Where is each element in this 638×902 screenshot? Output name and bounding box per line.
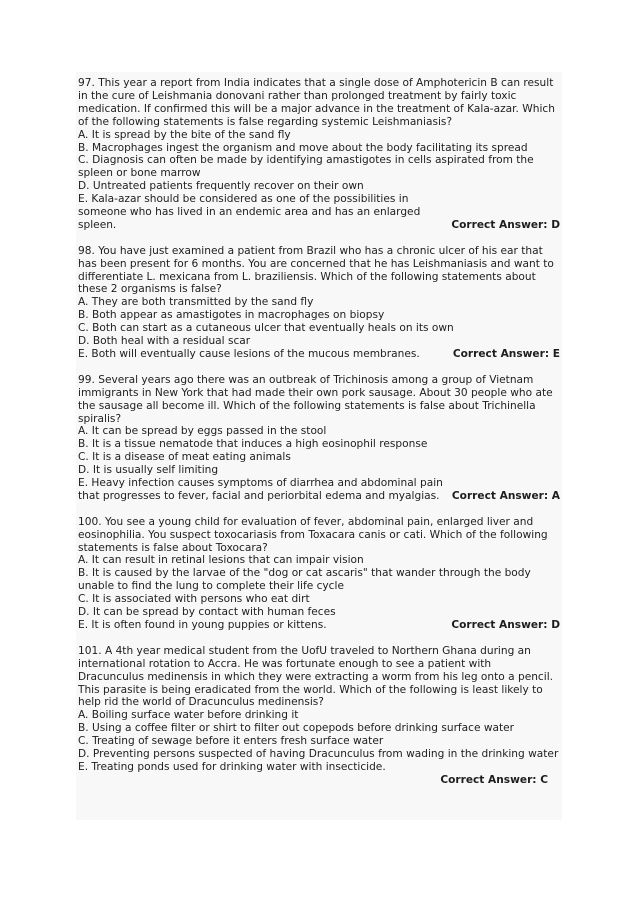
question-list [78,77,560,800]
option-e-row [78,193,560,232]
option-b: B. It is a tissue nematode that induces a high eosinophil response [78,438,428,451]
option-c: C. Both can start as a cutaneous ulcer that eventually heals on its own [78,322,454,335]
option-e: E. Treating ponds used for drinking water with insecticide. [78,760,386,773]
option-d: D. Both heal with a residual scar [78,335,251,348]
question-stem: 97. This year a report from India indicates that a single dose of Amphotericin B can result in the cure of Leishmania donovani rather than prolonged treatment by fairly toxic medication. If confirmed this will be a major advance in the treatment of Kala-azar. Which of the following statements is false regarding systemic Leishmaniasis? [78,77,555,128]
option-b: B. Macrophages ingest the organism and move about the body facilitating its spread [78,141,528,154]
option-e-row [78,619,560,632]
correct-answer: Correct Answer: A [451,489,560,502]
option-d: D. It can be spread by contact with human feces [78,606,336,619]
option-e: E. Both will eventually cause lesions of the mucous membranes. [78,348,420,361]
option-c: C. Diagnosis can often be made by identifying amastigotes in cells aspirated from the spleen or bone marrow [78,154,534,180]
question-stem: 100. You see a young child for evaluation of fever, abdominal pain, enlarged liver and eosinophilia. You suspect toxocariasis from Toxacara canis or cati. Which of the following statements is false about Toxocara? [78,515,548,554]
question-stem: 98. You have just examined a patient from Brazil who has a chronic ulcer of his ear that has been present for 6 months. You are concerned that he has Leishmaniasis and want to differentiate L. mexicana from L. braziliensis. Which of the following statements about these 2 organisms is false? [78,244,554,296]
option-e: E. Heavy infection causes symptoms of diarrhea and abdominal pain that progresses to fever, facial and periorbital edema and myalgias. [78,477,443,502]
question-101 [78,645,560,787]
option-d: D. It is usually self limiting [78,464,219,477]
option-e-row [78,348,560,361]
option-b: B. It is caused by the larvae of the "dog or cat ascaris" that wander through the body unable to find the lung to complete their life cycle [78,567,531,593]
question-99 [78,374,560,503]
option-d: D. Untreated patients frequently recover on their own [78,180,364,193]
correct-answer: Correct Answer: D [451,619,560,632]
question-100 [78,516,560,632]
option-c: C. It is a disease of meat eating animals [78,451,291,464]
option-e: E. Kala-azar should be considered as one of the possibilities in someone who has lived in an endemic area and has an enlarged spleen. [78,193,421,231]
option-a: A. They are both transmitted by the sand fly [78,296,314,309]
option-e: E. It is often found in young puppies or kittens. [78,619,327,632]
question-97 [78,77,560,232]
option-e-row [78,477,560,503]
correct-answer: Correct Answer: D [451,218,560,231]
option-b: B. Using a coffee filter or shirt to filter out copepods before drinking surface water [78,722,515,735]
question-stem: 99. Several years ago there was an outbreak of Trichinosis among a group of Vietnam immigrants in New York that had made their own pork sausage. About 30 people who ate the sausage all become ill. Which of the following statements is false about Trichinella spiralis? [78,373,553,425]
question-98 [78,245,560,361]
option-d: D. Preventing persons suspected of having Dracunculus from wading in the drinking water [78,748,559,761]
correct-answer: Correct Answer: E [452,348,560,361]
option-a: A. It is spread by the bite of the sand fly [78,128,291,141]
correct-answer: Correct Answer: C [440,773,548,786]
option-a: A. It can be spread by eggs passed in the stool [78,425,327,438]
option-b: B. Both appear as amastigotes in macrophages on biopsy [78,309,385,322]
option-c: C. Treating of sewage before it enters fresh surface water [78,735,384,748]
option-c: C. It is associated with persons who eat dirt [78,593,310,606]
option-a: A. Boiling surface water before drinking it [78,709,299,722]
option-a: A. It can result in retinal lesions that can impair vision [78,554,364,567]
question-stem: 101. A 4th year medical student from the UofU traveled to Northern Ghana during an international rotation to Accra. He was fortunate enough to see a patient with Dracunculus medinensis in which they were extracting a worm from his leg onto a pencil. This parasite is being eradicated from the world. Which of the following is least likely to help rid the world of Dracunculus medinensis? [78,644,554,709]
